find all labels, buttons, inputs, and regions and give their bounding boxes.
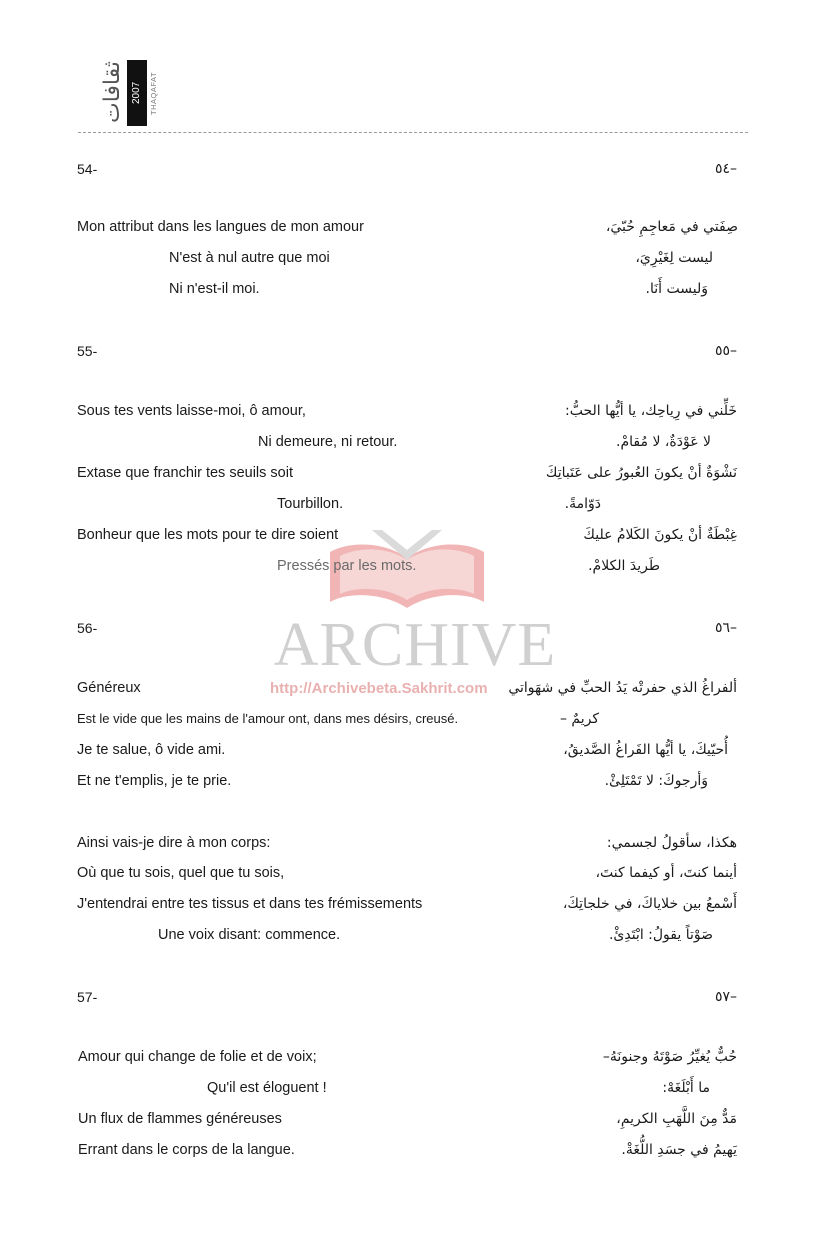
verse-fr: Ni demeure, ni retour. bbox=[258, 434, 398, 450]
verse-fr: Pressés par les mots. bbox=[277, 558, 417, 574]
verse-fr: Extase que franchir tes seuils soit bbox=[77, 465, 293, 481]
verse-ar: صِفَتي في مَعاجِمِ حُبّيَ، bbox=[605, 219, 738, 235]
verse-ar: ليست لِغَيْرِيَ، bbox=[635, 250, 713, 266]
verse-ar: كريمٌ – bbox=[559, 711, 599, 727]
header-divider bbox=[78, 132, 748, 133]
verse-ar: مَدٌّ مِنَ اللَّهَبِ الكريمِ، bbox=[616, 1111, 737, 1127]
verse-ar: أينما كنتَ، أو كيفما كنتَ، bbox=[595, 865, 737, 881]
verse-ar: لا عَوْدَةٌ، لا مُقامْ. bbox=[616, 434, 711, 450]
verse-ar: نَشْوَةٌ أنْ يكونَ العُبورُ على عَتَباتِكَ bbox=[545, 465, 737, 481]
verse-fr: Bonheur que les mots pour te dire soient bbox=[77, 527, 339, 543]
section-number-fr: 57- bbox=[77, 989, 98, 1005]
verse-fr: Mon attribut dans les langues de mon amour bbox=[77, 219, 364, 235]
verse-fr: Un flux de flammes généreuses bbox=[78, 1111, 282, 1127]
masthead-year: 2007 bbox=[127, 60, 147, 126]
verse-ar: يَهيمُ في جسَدِ اللُّغَةْ. bbox=[621, 1142, 737, 1158]
verse-ar: دَوّامةً. bbox=[564, 496, 601, 512]
verse-fr: Généreux bbox=[77, 680, 141, 696]
verse-fr: Une voix disant: commence. bbox=[158, 927, 341, 943]
verse-fr: Tourbillon. bbox=[277, 496, 344, 512]
verse-fr: Errant dans le corps de la langue. bbox=[78, 1142, 295, 1158]
section-number-fr: 56- bbox=[77, 620, 98, 636]
verse-ar: أَسْمعُ بين خلاياكَ، في خلجاتِكَ، bbox=[562, 896, 737, 912]
verse-fr: N'est à nul autre que moi bbox=[169, 250, 330, 266]
watermark-archive: ARCHIVE bbox=[273, 611, 557, 679]
masthead-title-latin: THAQAFAT bbox=[149, 71, 158, 115]
verse-fr: Est le vide que les mains de l'amour ont, dans mes désirs, creusé. bbox=[77, 711, 459, 726]
section-number-ar: –٥٤ bbox=[714, 161, 737, 177]
watermark-url: http://Archivebeta.Sakhrit.com bbox=[270, 680, 488, 697]
verse-ar: وَأرجوكَ: لا تَمْتَلِئْ. bbox=[604, 773, 708, 789]
verse-fr: Je te salue, ô vide ami. bbox=[77, 742, 226, 758]
verse-fr: Ni n'est-il moi. bbox=[169, 281, 260, 297]
verse-ar: غِبْطَةٌ أنْ يكونَ الكَلامُ عليكَ bbox=[583, 527, 737, 543]
verse-fr: Amour qui change de folie et de voix; bbox=[78, 1049, 317, 1065]
verse-fr: Où que tu sois, quel que tu sois, bbox=[77, 865, 285, 881]
masthead-title-arabic: ثقافات bbox=[100, 61, 125, 123]
verse-fr: Ainsi vais-je dire à mon corps: bbox=[77, 835, 271, 851]
verse-ar: وَليست أَنَا. bbox=[645, 281, 708, 297]
verse-ar: حُبٌّ يُغيِّرُ صَوْتَهُ وجنونَهُ– bbox=[602, 1049, 737, 1065]
verse-ar: خَلِّني في رِياحِك، يا أيُّها الحبُّ: bbox=[564, 403, 737, 419]
section-number-fr: 54- bbox=[77, 161, 98, 177]
verse-fr: Sous tes vents laisse-moi, ô amour, bbox=[77, 403, 306, 419]
verse-ar: أُحيّيكَ، يا أيُّها الفَراغُ الصَّديقُ، bbox=[563, 742, 728, 758]
section-number-fr: 55- bbox=[77, 343, 98, 359]
verse-ar: ألفراغُ الذي حفرتْه يَدُ الحبِّ في شهَواتي bbox=[508, 680, 737, 696]
section-number-ar: –٥٥ bbox=[714, 343, 737, 359]
verse-fr: Et ne t'emplis, je te prie. bbox=[77, 773, 232, 789]
verse-fr: Qu'il est éloguent ! bbox=[207, 1080, 327, 1096]
section-number-ar: –٥٧ bbox=[714, 989, 737, 1005]
section-number-ar: –٥٦ bbox=[714, 620, 737, 636]
verse-ar: صَوْتاً يقولُ: ابْتَدِئْ. bbox=[608, 927, 713, 943]
verse-ar: ما أَبْلَغَهْ: bbox=[662, 1080, 710, 1096]
verse-ar: هكذا، سأقولُ لجسمي: bbox=[606, 835, 737, 851]
verse-fr: J'entendrai entre tes tissus et dans tes frémissements bbox=[77, 896, 423, 912]
verse-ar: طَريدَ الكلامْ. bbox=[588, 558, 660, 574]
